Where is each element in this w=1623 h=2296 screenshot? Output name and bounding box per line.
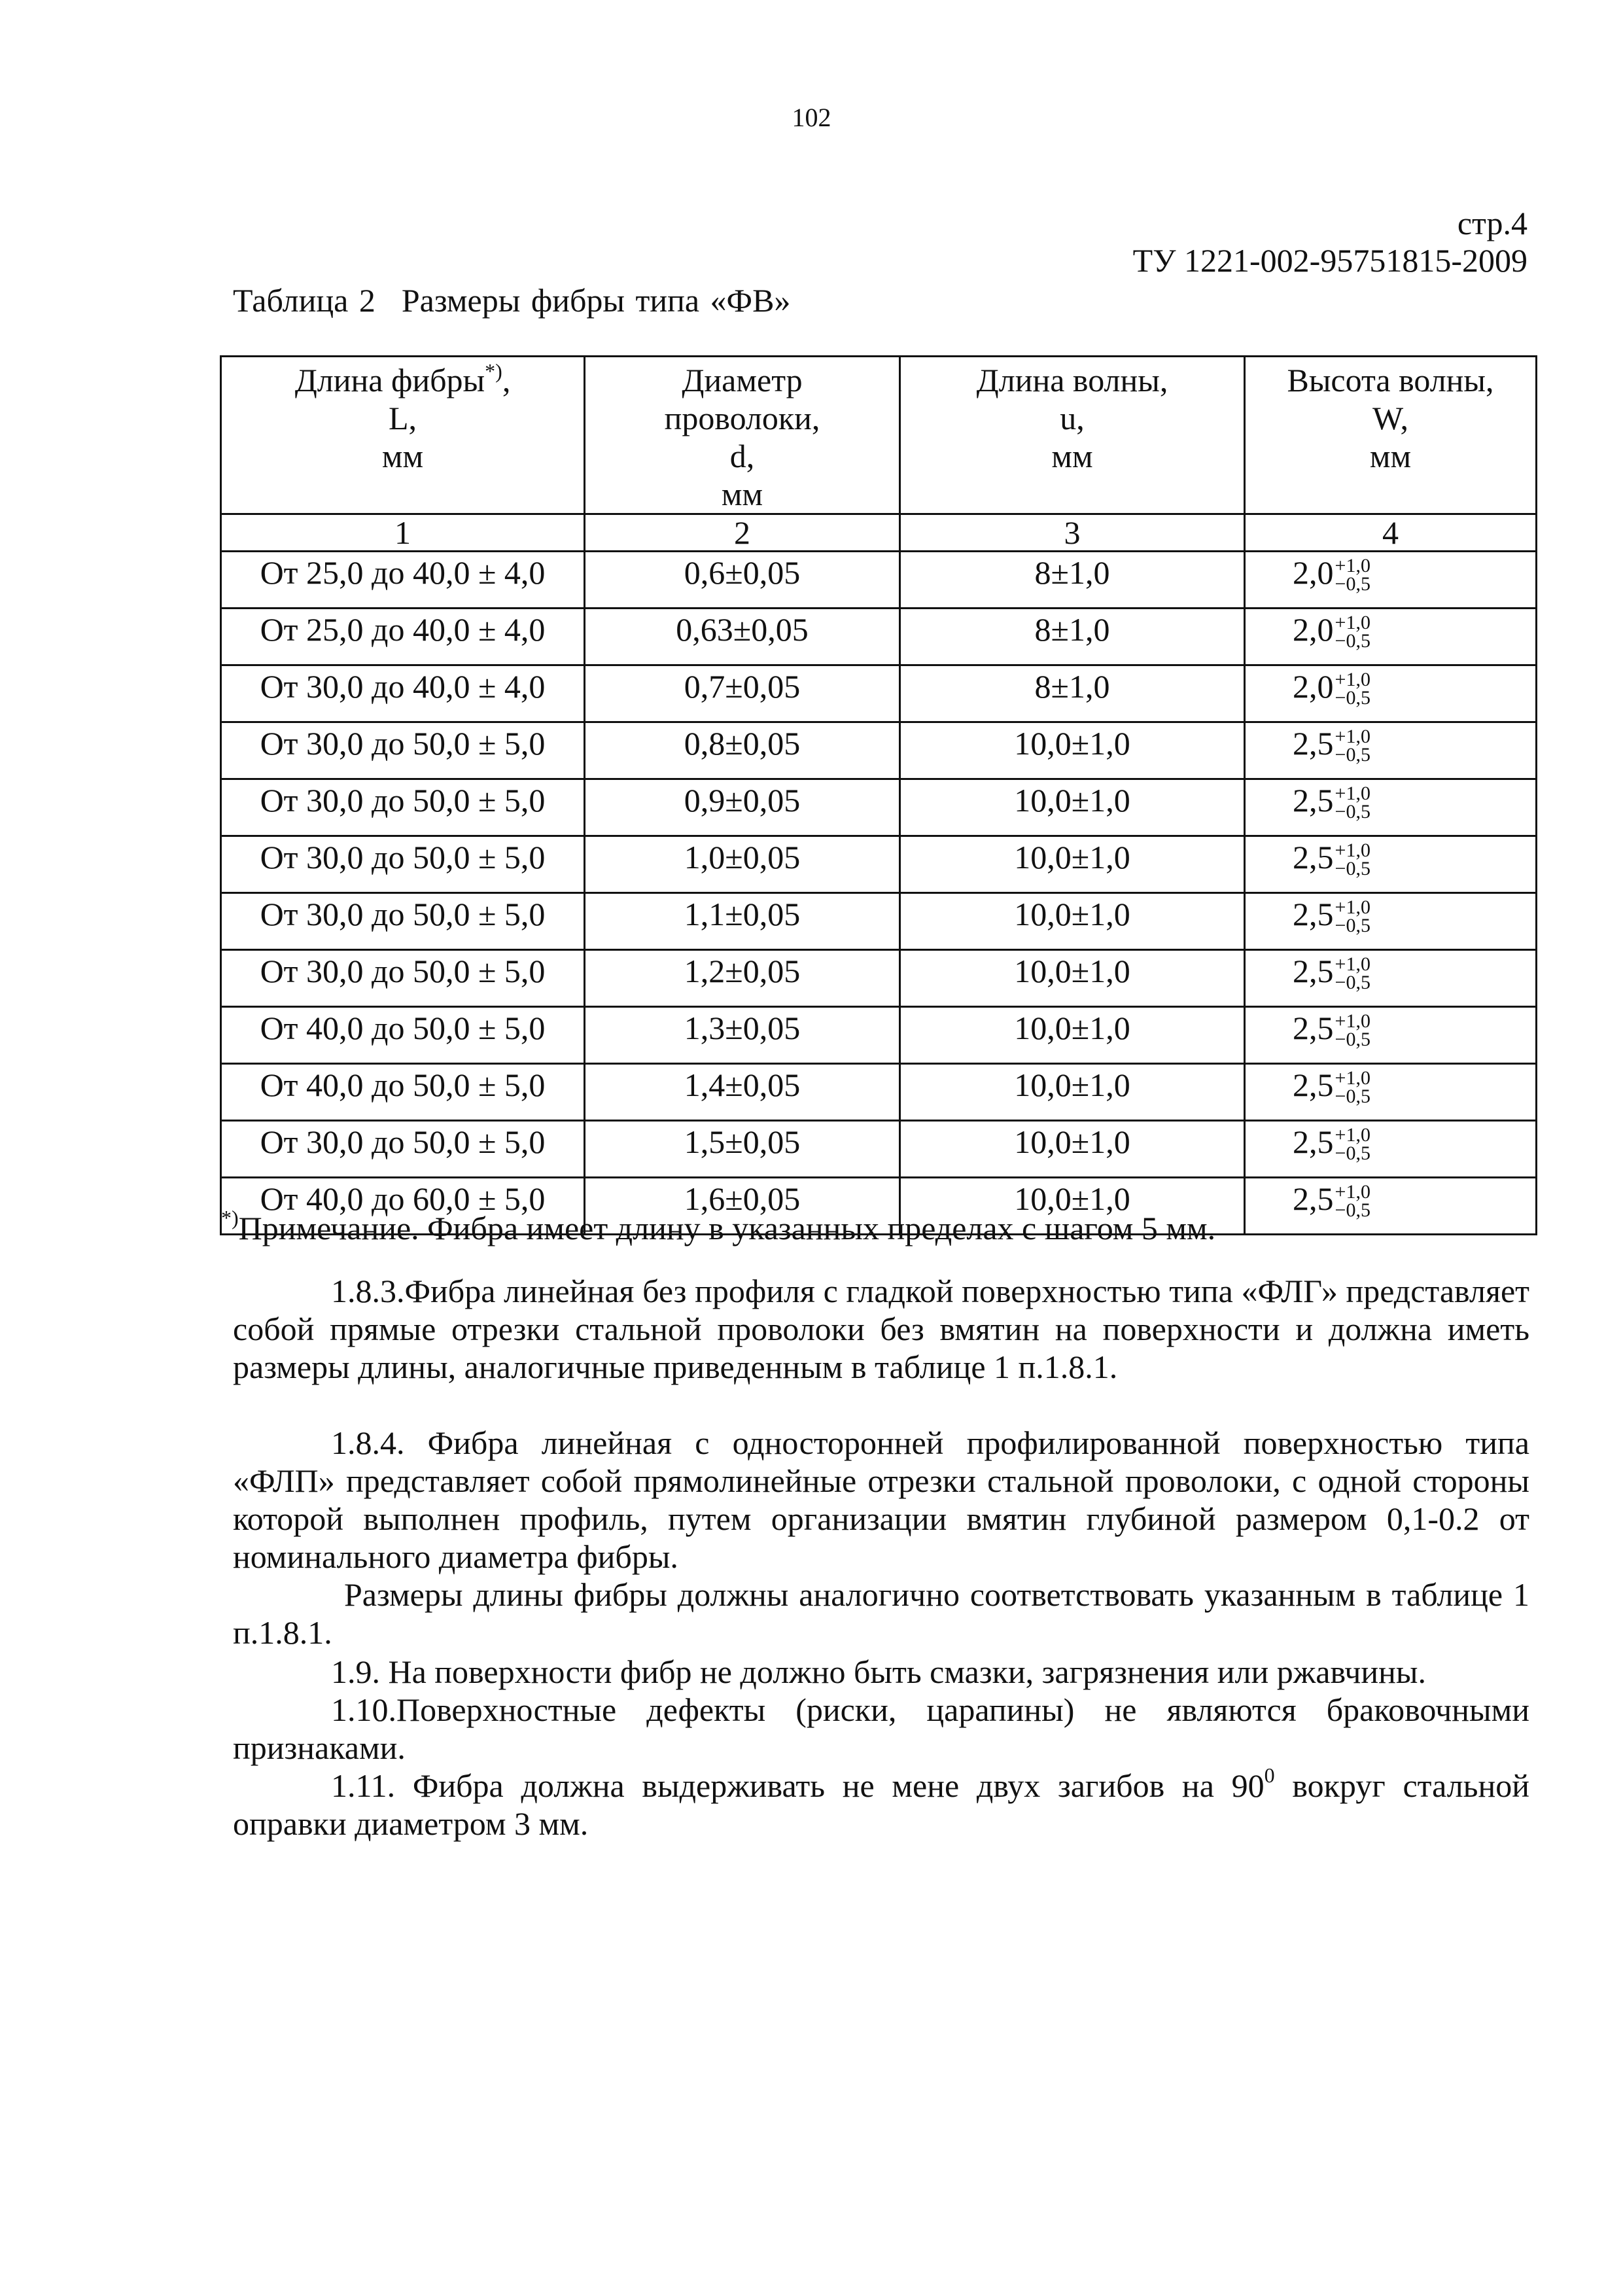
column-number: 3	[900, 514, 1245, 552]
cell-wave-height	[1245, 836, 1537, 893]
wave-height-value: 2,5	[1293, 725, 1334, 762]
tolerance-upper: +1,0	[1335, 1124, 1370, 1146]
cell-wave-length: 10,0±1,0	[900, 836, 1245, 893]
cell-wave-height	[1245, 950, 1537, 1007]
cell-diameter: 1,6±0,05	[585, 1178, 900, 1235]
paragraph-1-11	[233, 1763, 1529, 1843]
cell-diameter: 0,63±0,05	[585, 609, 900, 665]
cell-diameter: 1,1±0,05	[585, 893, 900, 950]
column-header-2	[585, 357, 900, 514]
tolerance-upper: +1,0	[1335, 555, 1370, 576]
table-number: Таблица 2	[233, 282, 375, 319]
cell-wave-length: 8±1,0	[900, 552, 1245, 609]
wave-height-value: 2,5	[1293, 896, 1334, 932]
cell-length: От 30,0 до 50,0 ± 5,0	[221, 779, 585, 836]
cell-wave-length: 10,0±1,0	[900, 893, 1245, 950]
tolerance-lower: −0,5	[1335, 744, 1370, 766]
cell-wave-height	[1245, 552, 1537, 609]
cell-wave-length: 10,0±1,0	[900, 1064, 1245, 1121]
cell-length: От 30,0 до 50,0 ± 5,0	[221, 893, 585, 950]
wave-height-value: 2,0	[1293, 668, 1334, 705]
header-line: Длина волны,	[976, 362, 1168, 398]
column-header-4	[1245, 357, 1537, 514]
table-row	[221, 1064, 1537, 1121]
wave-height-value: 2,0	[1293, 611, 1334, 648]
tolerance-upper: +1,0	[1335, 1010, 1370, 1032]
fiber-dimensions-table	[220, 355, 1537, 1235]
paragraph-1-11-text-end: вокруг стальной оправки диаметром 3 мм.	[233, 1767, 1529, 1842]
paragraph-length-dimensions: Размеры длины фибры должны аналогично соответствовать указанным в таблице 1 п.1.8.1.	[233, 1576, 1529, 1651]
header-line: мм	[1369, 438, 1412, 474]
tolerance	[1335, 1069, 1370, 1106]
paragraph-1-8-4: 1.8.4. Фибра линейная с односторонней профилированной поверхностью типа «ФЛП» представляет собой прямолинейные отрезки стальной проволоки, с одной стороны которой выполнен профиль, путем организации вмятин глубиной размером 0,1-0.2 от номинального диаметра фибры.	[233, 1424, 1529, 1575]
cell-diameter: 1,5±0,05	[585, 1121, 900, 1178]
header-line: Длина фибры	[294, 362, 485, 398]
tolerance-lower: −0,5	[1335, 630, 1370, 652]
column-header-3	[900, 357, 1245, 514]
tolerance-lower: −0,5	[1335, 573, 1370, 595]
header-line: мм	[721, 476, 763, 512]
tolerance	[1335, 955, 1370, 992]
cell-wave-height	[1245, 1178, 1537, 1235]
cell-length: От 40,0 до 60,0 ± 5,0	[221, 1178, 585, 1235]
footnote-text: Примечание. Фибра имеет длину в указанных пределах с шагом 5 мм.	[238, 1210, 1216, 1246]
paragraph-1-10: 1.10.Поверхностные дефекты (риски, царапины) не являются браковочными признаками.	[233, 1691, 1529, 1766]
cell-wave-height	[1245, 893, 1537, 950]
header-line: L,	[388, 400, 417, 436]
tolerance	[1335, 557, 1370, 593]
paragraph-1-8-3: 1.8.3.Фибра линейная без профиля с гладкой поверхностью типа «ФЛГ» представляет собой прямые отрезки стальной проволоки без вмятин на поверхности и должна иметь размеры длины, аналогичные приведенным в таблице 1 п.1.8.1.	[233, 1273, 1529, 1385]
cell-length: От 30,0 до 50,0 ± 5,0	[221, 722, 585, 779]
tolerance-lower: −0,5	[1335, 972, 1370, 993]
tolerance-upper: +1,0	[1335, 1181, 1370, 1203]
cell-wave-height	[1245, 1007, 1537, 1064]
tolerance	[1335, 671, 1370, 707]
cell-length: От 25,0 до 40,0 ± 4,0	[221, 552, 585, 609]
cell-length: От 30,0 до 50,0 ± 5,0	[221, 950, 585, 1007]
tolerance	[1335, 1126, 1370, 1163]
document-code: ТУ 1221-002-95751815-2009	[1132, 242, 1527, 279]
wave-height-value: 2,5	[1293, 782, 1334, 819]
cell-wave-length: 10,0±1,0	[900, 1121, 1245, 1178]
header-suffix: ,	[502, 362, 511, 398]
table-row	[221, 1007, 1537, 1064]
tolerance-upper: +1,0	[1335, 1067, 1370, 1089]
wave-height-value: 2,5	[1293, 1010, 1334, 1046]
column-numbers-row	[221, 514, 1537, 552]
tolerance-upper: +1,0	[1335, 896, 1370, 918]
wave-height-value: 2,5	[1293, 1123, 1334, 1160]
tolerance-upper: +1,0	[1335, 726, 1370, 747]
cell-wave-length: 10,0±1,0	[900, 722, 1245, 779]
cell-length: От 30,0 до 40,0 ± 4,0	[221, 665, 585, 722]
tolerance-upper: +1,0	[1335, 669, 1370, 690]
column-number: 2	[585, 514, 900, 552]
tolerance-lower: −0,5	[1335, 1199, 1370, 1221]
cell-length: От 25,0 до 40,0 ± 4,0	[221, 609, 585, 665]
cell-length: От 40,0 до 50,0 ± 5,0	[221, 1007, 585, 1064]
wave-height-value: 2,5	[1293, 839, 1334, 875]
tolerance-lower: −0,5	[1335, 687, 1370, 709]
cell-diameter: 0,6±0,05	[585, 552, 900, 609]
header-line: u,	[1060, 400, 1085, 436]
tolerance-lower: −0,5	[1335, 1142, 1370, 1164]
tolerance-upper: +1,0	[1335, 953, 1370, 975]
cell-wave-height	[1245, 779, 1537, 836]
table-row	[221, 950, 1537, 1007]
degree-superscript: 0	[1264, 1763, 1275, 1787]
header-line: d,	[729, 438, 755, 474]
footnote-marker: *)	[221, 1206, 239, 1229]
header-line: мм	[1051, 438, 1093, 474]
paragraph-1-11-text: 1.11. Фибра должна выдерживать не мене двух загибов на 90	[331, 1767, 1265, 1804]
table-row	[221, 836, 1537, 893]
table-caption	[233, 281, 790, 319]
tolerance	[1335, 785, 1370, 821]
table-footnote	[221, 1206, 1216, 1247]
cell-wave-length: 10,0±1,0	[900, 779, 1245, 836]
table-row	[221, 552, 1537, 609]
wave-height-value: 2,0	[1293, 554, 1334, 591]
tolerance-lower: −0,5	[1335, 858, 1370, 879]
tolerance-upper: +1,0	[1335, 612, 1370, 633]
cell-diameter: 0,8±0,05	[585, 722, 900, 779]
tolerance	[1335, 1012, 1370, 1049]
cell-wave-length: 10,0±1,0	[900, 1007, 1245, 1064]
cell-wave-height	[1245, 722, 1537, 779]
paragraph-1-9: 1.9. На поверхности фибр не должно быть смазки, загрязнения или ржавчины.	[331, 1653, 1426, 1690]
table-row	[221, 893, 1537, 950]
wave-height-value: 2,5	[1293, 1067, 1334, 1103]
table-header-row	[221, 357, 1537, 514]
wave-height-value: 2,5	[1293, 1180, 1334, 1217]
table-row	[221, 609, 1537, 665]
cell-diameter: 0,9±0,05	[585, 779, 900, 836]
cell-diameter: 0,7±0,05	[585, 665, 900, 722]
cell-diameter: 1,3±0,05	[585, 1007, 900, 1064]
tolerance-lower: −0,5	[1335, 915, 1370, 936]
cell-length: От 40,0 до 50,0 ± 5,0	[221, 1064, 585, 1121]
cell-wave-length: 10,0±1,0	[900, 1178, 1245, 1235]
header-line: Диаметр	[682, 362, 803, 398]
table-row	[221, 779, 1537, 836]
cell-diameter: 1,2±0,05	[585, 950, 900, 1007]
table-title: Размеры фибры типа «ФВ»	[401, 282, 791, 319]
tolerance-lower: −0,5	[1335, 1029, 1370, 1050]
tolerance-upper: +1,0	[1335, 839, 1370, 861]
cell-wave-height	[1245, 1121, 1537, 1178]
cell-wave-height	[1245, 1064, 1537, 1121]
table-row	[221, 1121, 1537, 1178]
header-line: W,	[1372, 400, 1409, 436]
page-label: стр.4	[1457, 205, 1527, 241]
wave-height-value: 2,5	[1293, 953, 1334, 989]
page-number: 102	[792, 103, 831, 132]
cell-diameter: 1,4±0,05	[585, 1064, 900, 1121]
tolerance	[1335, 728, 1370, 764]
header-line: Высота волны,	[1287, 362, 1494, 398]
cell-length: От 30,0 до 50,0 ± 5,0	[221, 1121, 585, 1178]
header-line: проволоки,	[664, 400, 820, 436]
column-number: 4	[1245, 514, 1537, 552]
tolerance-lower: −0,5	[1335, 801, 1370, 822]
cell-diameter: 1,0±0,05	[585, 836, 900, 893]
tolerance	[1335, 898, 1370, 935]
tolerance	[1335, 614, 1370, 650]
header-line: мм	[381, 438, 424, 474]
footnote-ref: *)	[485, 359, 502, 383]
cell-length: От 30,0 до 50,0 ± 5,0	[221, 836, 585, 893]
tolerance	[1335, 841, 1370, 878]
tolerance	[1335, 1183, 1370, 1220]
cell-wave-length: 8±1,0	[900, 609, 1245, 665]
tolerance-upper: +1,0	[1335, 783, 1370, 804]
tolerance-lower: −0,5	[1335, 1086, 1370, 1107]
table-row	[221, 722, 1537, 779]
column-header-1	[221, 357, 585, 514]
cell-wave-length: 8±1,0	[900, 665, 1245, 722]
column-number: 1	[221, 514, 585, 552]
cell-wave-length: 10,0±1,0	[900, 950, 1245, 1007]
cell-wave-height	[1245, 609, 1537, 665]
cell-wave-height	[1245, 665, 1537, 722]
table-row	[221, 665, 1537, 722]
